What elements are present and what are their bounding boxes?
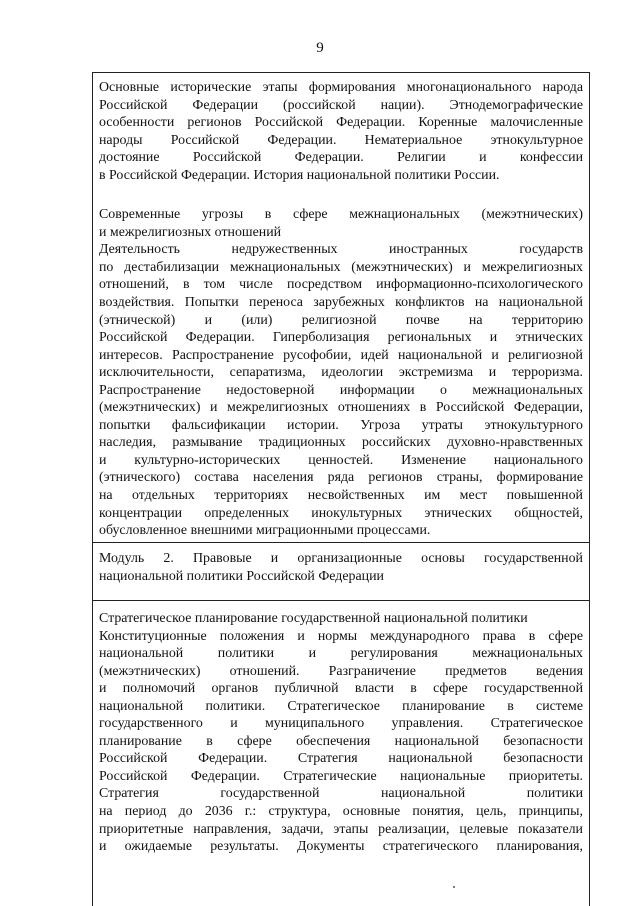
text-line: особенности регионов Российской Федерации. Коренные малочисленные xyxy=(99,115,583,131)
text-line: отношений, в том числе посредством информационно-психологического xyxy=(99,277,583,293)
text-line: Российской Федерации (российской нации). Этнодемографические xyxy=(99,97,583,113)
paragraph-history xyxy=(99,79,583,184)
table-cell-module-2-heading xyxy=(93,542,589,600)
table-cell-strategic-planning xyxy=(93,600,589,906)
paragraph-threats-body xyxy=(99,241,583,539)
text-line: (межэтнических) отношений. Разграничение предметов ведения xyxy=(99,663,583,679)
text-line: и культурно-исторических ценностей. Изменение национального xyxy=(99,452,583,468)
text-line: (этнического) состава населения ряда регионов страны, формирование xyxy=(99,470,583,486)
text-line: Стратегия государственной национальной политики xyxy=(99,786,583,802)
text-line: Стратегическое планирование государственной национальной политики xyxy=(99,611,528,626)
text-line: на отдельных территориях несвойственных им мест повышенной xyxy=(99,488,583,504)
text-line: (этнической) и (или) религиозной почве на территорию xyxy=(99,312,583,328)
paragraph-module-2-title xyxy=(99,550,583,585)
text-line: народы Российской Федерации. Нематериальное этнокультурное xyxy=(99,132,583,148)
text-line: на период до 2036 г.: структура, основные понятия, цель, принципы, xyxy=(99,804,583,820)
paragraph-strategic-planning xyxy=(99,610,583,856)
text-line: национальной политики. Стратегическое планирование в системе xyxy=(99,698,583,714)
text-line: интересов. Распространение русофобии, идей национальной и религиозной xyxy=(99,347,583,363)
text-line: национальной политики Российской Федерации xyxy=(99,568,384,584)
text-line: по дестабилизации межнациональных (межэтнических) и межрелигиозных xyxy=(99,259,583,275)
text-line: государственного и муниципального управления. Стратегическое xyxy=(99,716,583,732)
paragraph-threats-heading xyxy=(99,206,583,241)
scan-speck xyxy=(453,886,455,888)
text-line: обусловленное внешними миграционными процессами. xyxy=(99,523,431,539)
text-line: воздействия. Попытки переноса зарубежных конфликтов на национальной xyxy=(99,295,583,311)
text-line: попытки фальсификации истории. Угроза утраты этнокультурного xyxy=(99,417,583,433)
text-line: Конституционные положения и нормы международного права в сфере xyxy=(99,628,583,644)
text-line: (межэтнических) и межрелигиозных отношениях в Российской Федерации, xyxy=(99,400,583,416)
text-line: и полномочий органов публичной власти в сфере государственной xyxy=(99,681,583,697)
text-line: Модуль 2. Правовые и организационные основы государственной xyxy=(99,551,583,566)
text-line: Российской Федерации. Стратегия национальной безопасности xyxy=(99,751,583,767)
table-cell-module-1-topics xyxy=(93,72,589,542)
text-line: достояние Российской Федерации. Религии и конфессии xyxy=(99,150,583,166)
text-line: Российской Федерации. Стратегические национальные приоритеты. xyxy=(99,768,583,784)
text-line: Основные исторические этапы формирования многонационального народа xyxy=(99,80,583,95)
text-line: концентрации определенных инокультурных этнических общностей, xyxy=(99,505,583,521)
text-line: национальной политики и регулирования межнациональных xyxy=(99,646,583,662)
text-line: в Российской Федерации. История национальной политики России. xyxy=(99,167,500,183)
text-line: Российской Федерации. Гиперболизация региональных и этнических xyxy=(99,330,583,346)
text-line: и ожидаемые результаты. Документы стратегического планирования, xyxy=(99,839,583,855)
text-line: наследия, размывание традиционных российских духовно-нравственных xyxy=(99,435,583,451)
curriculum-table xyxy=(92,72,590,906)
text-line: Современные угрозы в сфере межнациональных (межэтнических) xyxy=(99,207,583,223)
text-line: Распространение недостоверной информации о межнациональных xyxy=(99,382,583,398)
text-line: исключительности, сепаратизма, идеологии экстремизма и терроризма. xyxy=(99,365,583,381)
text-line: и межрелигиозных отношений xyxy=(99,224,282,240)
text-line: приоритетные направления, задачи, этапы реализации, целевые показатели xyxy=(99,821,583,837)
text-line: Деятельность недружественных иностранных государств xyxy=(99,242,583,258)
text-line: планирование в сфере обеспечения национальной безопасности xyxy=(99,733,583,749)
page-number: 9 xyxy=(316,40,324,56)
